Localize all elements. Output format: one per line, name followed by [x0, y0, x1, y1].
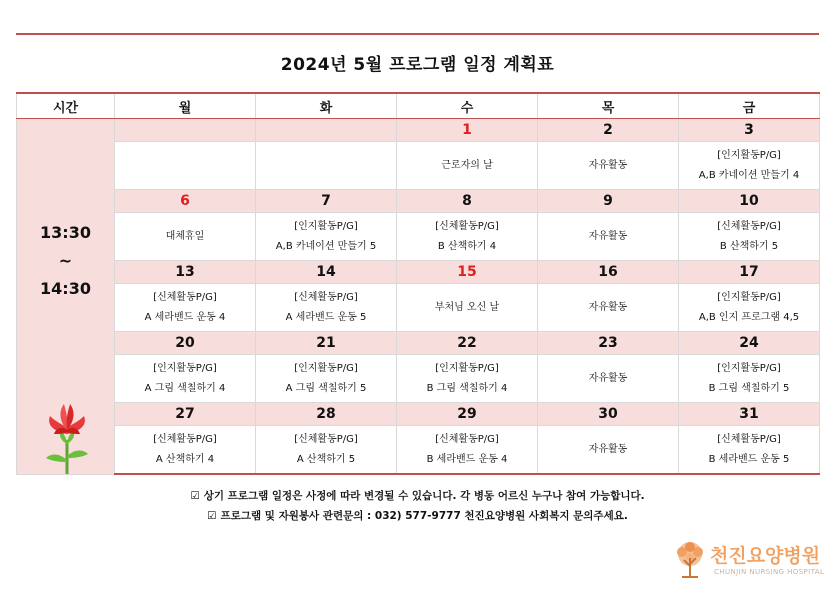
date-cell: 16 [538, 261, 679, 284]
date-cell: 17 [679, 261, 820, 284]
date-cell [115, 119, 256, 142]
activity-cell [397, 426, 538, 475]
date-cell: 3 [679, 119, 820, 142]
activity-cell [115, 213, 256, 261]
note-line [16, 506, 819, 526]
hospital-logo [668, 540, 828, 580]
activity-row [17, 284, 820, 332]
activity-cell [538, 142, 679, 190]
activity-category: [인지활동P/G] [717, 291, 781, 303]
tree-logo-icon [670, 540, 710, 580]
activity-row [17, 355, 820, 403]
activity-cell [256, 426, 397, 475]
activity-text: 근로자의 날 [441, 159, 493, 171]
header-mon: 월 [115, 93, 256, 119]
activity-text: B 그림 색칠하기 4 [426, 382, 508, 394]
activity-text: 부처님 오신 날 [434, 301, 500, 313]
activity-text: A 세라밴드 운동 5 [285, 311, 367, 323]
date-cell: 14 [256, 261, 397, 284]
date-row [17, 403, 820, 426]
activity-text: B 세라밴드 운동 4 [426, 453, 508, 465]
activity-cell [115, 355, 256, 403]
time-spacer [17, 303, 114, 373]
activity-category: [인지활동P/G] [153, 362, 217, 374]
activity-category: [인지활동P/G] [435, 362, 499, 374]
activity-cell [115, 284, 256, 332]
activity-text: B 산책하기 4 [437, 240, 497, 252]
page-title: 2024년 5월 프로그램 일정 계획표 [280, 55, 555, 75]
activity-cell [679, 142, 820, 190]
activity-category: [신체활동P/G] [294, 433, 358, 445]
date-cell: 8 [397, 190, 538, 213]
activity-cell [115, 142, 256, 190]
date-row [17, 190, 820, 213]
activity-text: A 그림 색칠하기 4 [144, 382, 226, 394]
activity-category: [신체활동P/G] [153, 433, 217, 445]
activity-text: A 세라밴드 운동 4 [144, 311, 226, 323]
activity-category: [신체활동P/G] [294, 291, 358, 303]
activity-cell [256, 284, 397, 332]
activity-cell [256, 355, 397, 403]
checkbox-icon: ☑ [207, 510, 217, 522]
activity-text: A,B 카네이션 만들기 5 [275, 240, 377, 252]
activity-category: [신체활동P/G] [435, 220, 499, 232]
activity-row [17, 142, 820, 190]
date-cell: 28 [256, 403, 397, 426]
activity-text: 자유활동 [588, 372, 628, 384]
activity-text: 자유활동 [588, 443, 628, 455]
date-cell: 23 [538, 332, 679, 355]
activity-category: [신체활동P/G] [153, 291, 217, 303]
logo-name: 천진요양병원 [710, 545, 821, 567]
activity-row [17, 213, 820, 261]
date-cell: 24 [679, 332, 820, 355]
date-cell: 20 [115, 332, 256, 355]
date-cell: 2 [538, 119, 679, 142]
activity-text: 대체휴일 [165, 230, 205, 242]
date-cell: 27 [115, 403, 256, 426]
activity-category: [신체활동P/G] [717, 433, 781, 445]
time-end: 14:30 [40, 279, 91, 299]
activity-category: [인지활동P/G] [717, 149, 781, 161]
logo-subtitle: CHUNJIN NURSING HOSPITAL [714, 568, 825, 576]
date-cell: 13 [115, 261, 256, 284]
date-cell: 29 [397, 403, 538, 426]
activity-text: A,B 카네이션 만들기 4 [698, 169, 800, 181]
date-cell: 21 [256, 332, 397, 355]
date-cell: 22 [397, 332, 538, 355]
activity-category: [신체활동P/G] [435, 433, 499, 445]
activity-row [17, 426, 820, 475]
checkbox-icon: ☑ [190, 490, 200, 502]
activity-cell [397, 213, 538, 261]
date-cell: 7 [256, 190, 397, 213]
date-cell: 15 [397, 261, 538, 284]
note-text: 상기 프로그램 일정은 사정에 따라 변경될 수 있습니다. 각 병동 어르신 누구나 참여 가능합니다. [203, 490, 645, 502]
carnation-icon [36, 400, 98, 476]
activity-category: [인지활동P/G] [717, 362, 781, 374]
date-cell: 1 [397, 119, 538, 142]
date-cell: 9 [538, 190, 679, 213]
activity-cell [538, 426, 679, 475]
date-cell: 6 [115, 190, 256, 213]
activity-text: 자유활동 [588, 159, 628, 171]
date-row [17, 261, 820, 284]
header-thu: 목 [538, 93, 679, 119]
activity-cell [115, 426, 256, 475]
date-cell: 31 [679, 403, 820, 426]
date-cell: 10 [679, 190, 820, 213]
activity-text: A 산책하기 5 [296, 453, 356, 465]
note-text: 프로그램 및 자원봉사 관련문의 : 032) 577-9777 천진요양병원 사회복지 문의주세요. [220, 510, 628, 522]
activity-text: A 산책하기 4 [155, 453, 215, 465]
activity-cell [679, 284, 820, 332]
activity-text: B 세라밴드 운동 5 [708, 453, 790, 465]
time-start: 13:30 [40, 223, 91, 243]
header-fri: 금 [679, 93, 820, 119]
activity-cell [679, 213, 820, 261]
activity-text: 자유활동 [588, 301, 628, 313]
activity-cell [256, 213, 397, 261]
activity-text: 자유활동 [588, 230, 628, 242]
activity-cell [397, 142, 538, 190]
activity-text: B 그림 색칠하기 5 [708, 382, 790, 394]
date-cell [256, 119, 397, 142]
activity-cell [679, 355, 820, 403]
activity-text: A,B 인지 프로그램 4,5 [698, 311, 800, 323]
activity-text: B 산책하기 5 [719, 240, 779, 252]
activity-cell [679, 426, 820, 475]
activity-cell [256, 142, 397, 190]
note-line [16, 486, 819, 506]
activity-cell [397, 355, 538, 403]
activity-cell [397, 284, 538, 332]
schedule-table [16, 92, 820, 475]
activity-category: [인지활동P/G] [294, 220, 358, 232]
date-row [17, 332, 820, 355]
header-wed: 수 [397, 93, 538, 119]
activity-category: [인지활동P/G] [294, 362, 358, 374]
activity-cell [538, 355, 679, 403]
header-row [17, 93, 820, 119]
header-time: 시간 [17, 93, 115, 119]
activity-category: [신체활동P/G] [717, 220, 781, 232]
header-tue: 화 [256, 93, 397, 119]
top-rule [16, 33, 819, 35]
activity-text: A 그림 색칠하기 5 [285, 382, 367, 394]
notes [16, 486, 819, 526]
activity-cell [538, 213, 679, 261]
activity-cell [538, 284, 679, 332]
date-row [17, 119, 820, 142]
date-cell: 30 [538, 403, 679, 426]
time-separator: ~ [58, 251, 73, 271]
